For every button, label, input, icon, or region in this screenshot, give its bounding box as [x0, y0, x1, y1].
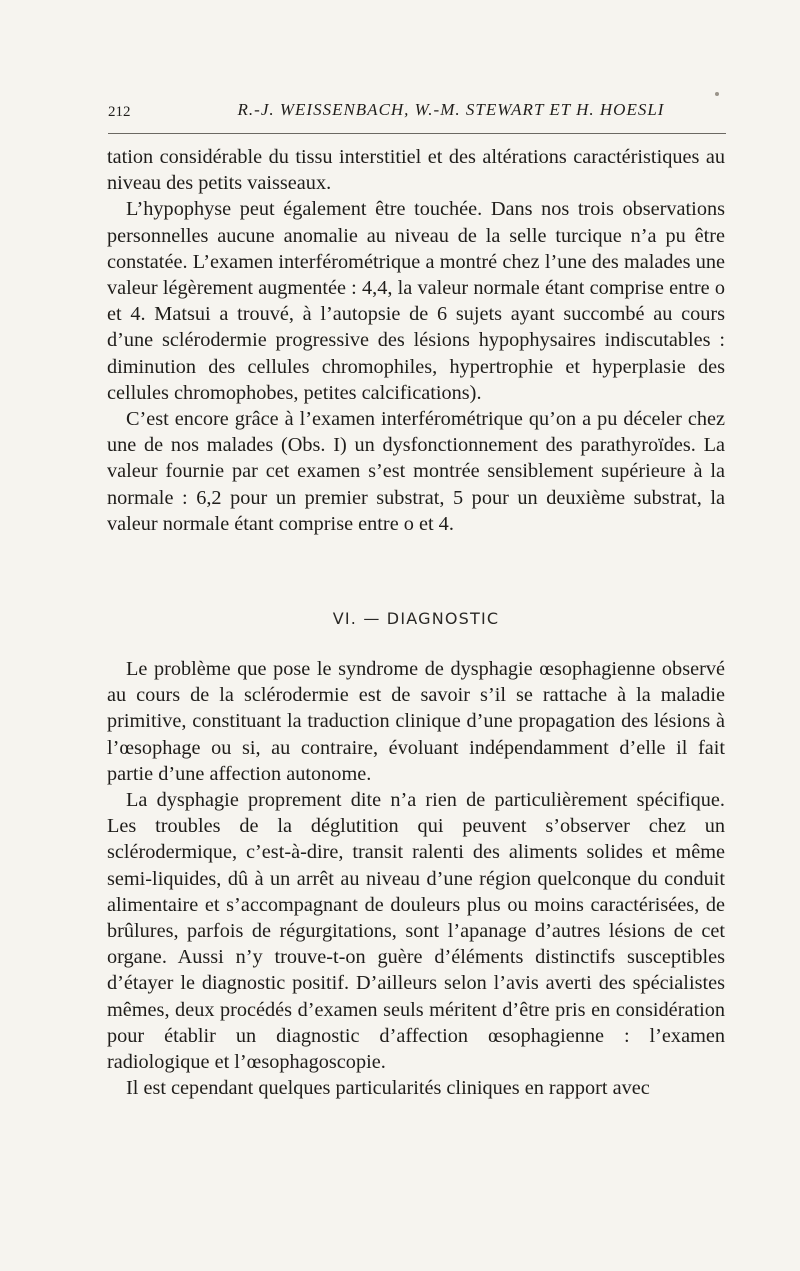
section-heading: VI. — DIAGNOSTIC [332, 609, 500, 628]
body-text-upper [107, 144, 725, 537]
paragraph-probleme: Le problème que pose le syndrome de dysphagie œsophagienne observé au cours de la sclérodermie est de savoir s’il se rattache à la maladie primitive, constituant la traduction clinique d’une propagation des lésions à l’œsophage ou si, au contraire, évoluant indépendamment d’elle il fait partie d’une affection autonome. [107, 658, 725, 785]
running-title: R.-J. WEISSENBACH, W.-M. STEWART ET H. HOESLI [237, 100, 665, 119]
paragraph-dysphagie: La dysphagie proprement dite n’a rien de particulièrement spécifique. Les troubles de la déglutition qui peuvent s’observer chez un sclérodermique, c’est-à-dire, transit ralenti des aliments solides et même semi-liquides, dû à un arrêt au niveau d’une région quelconque du conduit alimentaire et s’accompagnant de douleurs plus ou moins caractérisées, de brûlures, parfois de régurgitations, sont l’apanage d’autres lésions de cet organe. Aussi n’y trouve-t-on guère d’éléments distinctifs susceptibles d’étayer le diagnostic positif. D’ailleurs selon l’avis averti des spécialistes mêmes, deux procédés d’examen seuls méritent d’être pris en considération pour établir un diagnostic d’affection œsophagienne : l’examen radiologique et l’œsophagoscopie. [107, 789, 725, 1074]
paragraph-particularites: Il est cependant quelques particularités cliniques en rapport avec [126, 1077, 650, 1100]
paragraph-parathyroides: C’est encore grâce à l’examen interférométrique qu’on a pu déceler chez une de nos malades (Obs. I) un dysfonctionnement des parathyroïdes. La valeur fournie par cet examen s’est montrée sensiblement supérieure à la normale : 6,2 pour un premier substrat, 5 pour un deuxième substrat, la valeur normale étant comprise entre o et 4. [107, 408, 725, 535]
paragraph-hypophyse: L’hypophyse peut également être touchée. Dans nos trois observations personnelles aucune anomalie au niveau de la selle turcique n’a pu être constatée. L’examen interférométrique a montré chez l’une des malades une valeur légèrement augmentée : 4,4, la valeur normale étant comprise entre o et 4. Matsui a trouvé, à l’autopsie de 6 sujets ayant succombé au cours d’une sclérodermie progressive des lésions hypophysaires indiscutables : diminution des cellules chromophiles, hypertrophie et hyperplasie des cellules chromophobes, petites calcifications). [107, 198, 725, 404]
page-number: 212 [108, 104, 131, 120]
paragraph-continued: tation considérable du tissu interstitiel et des altérations caractéristiques au niveau des petits vaisseaux. [107, 146, 725, 195]
body-text-lower [107, 656, 725, 1101]
running-head [108, 100, 724, 128]
ink-speck [715, 92, 719, 96]
header-rule [108, 133, 726, 134]
